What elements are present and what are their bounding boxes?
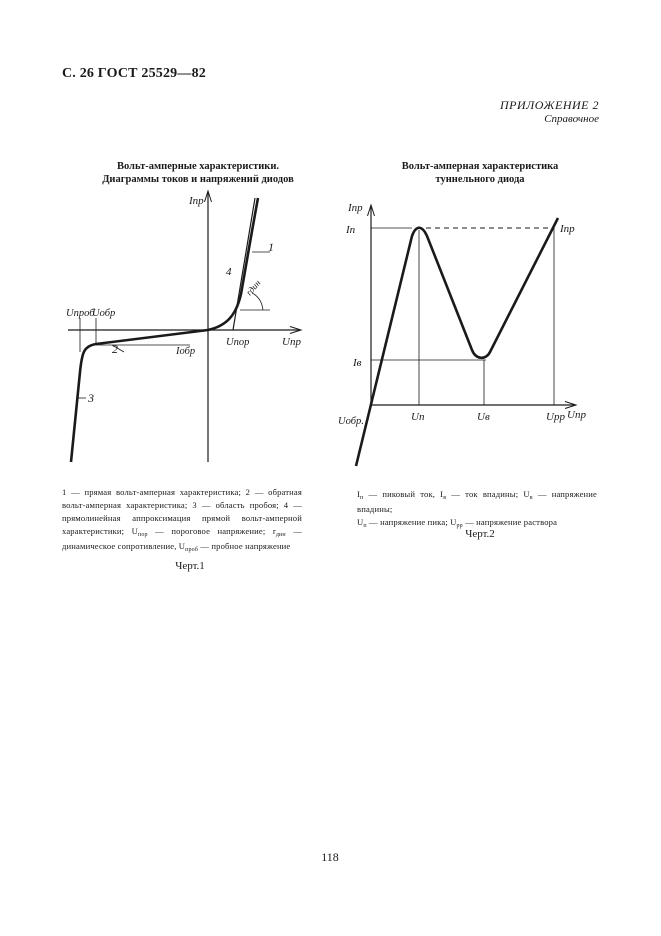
fig2-label-upr: Uпр — [567, 409, 586, 421]
fig2-caption-text-5: U — [357, 517, 364, 527]
fig2-label-ipr-end: Iпр — [560, 223, 575, 235]
fig1-label-uobr: Uобр — [92, 308, 116, 319]
fig1-caption-text-2: — пороговое напряжение; r — [147, 526, 276, 536]
fig1-caption-text-3: — динамическое сопротивление, U — [62, 526, 303, 551]
fig2-label-ipr-axis: Iпр — [348, 202, 363, 214]
fig1-caption-sub-2: дин — [275, 532, 286, 538]
fig2-caption-text-7: — напряжение раствора — [462, 517, 558, 527]
fig2-caption-sub-6: рр — [456, 523, 463, 529]
figure2-title-line1: Вольт-амперная характеристика — [401, 161, 559, 172]
figure1-label: Черт.1 — [175, 560, 205, 572]
fig1-label-3: 3 — [88, 391, 94, 405]
fig2-label-up: Uп — [411, 411, 425, 423]
fig1-label-4: 4 — [226, 266, 232, 278]
fig2-caption-text-2: — пиковый ток, I — [363, 489, 444, 499]
figure1-caption — [62, 486, 302, 555]
fig2-label-urr: Uрр — [546, 411, 565, 423]
fig1-label-rdin: rдин — [243, 277, 263, 298]
fig1-label-1: 1 — [268, 240, 274, 254]
figure1-title-line2: Диаграммы токов и напряжений диодов — [102, 174, 294, 185]
page-number: 118 — [321, 850, 339, 864]
fig2-label-uobr: Uобр. — [338, 416, 364, 427]
appendix-note: Справочное — [544, 113, 599, 125]
fig2-caption-sub-2: в — [443, 495, 447, 501]
fig2-label-iv: Iв — [353, 357, 362, 369]
fig2-caption-text-3: — ток впадины; U — [446, 489, 530, 499]
fig2-iv-curve — [356, 218, 558, 466]
figure2-title-line2: туннельного диода — [435, 174, 525, 185]
fig2-caption-text-4: — напряжение впадины; — [357, 489, 597, 514]
fig1-label-ipr: Iпр — [189, 195, 204, 207]
fig1-label-upr: Uпр — [282, 336, 301, 348]
fig1-caption-text-4: — пробное напряжение — [198, 541, 291, 551]
fig1-caption-text-1: 1 — прямая вольт-амперная характеристика; 2 — обратная вольт-амперная характеристика; 3 — область пробоя; 4 — прямолинейная аппроксимация прямой вольт-амперной характеристики; U — [62, 487, 302, 536]
fig2-label-ip: Iп — [346, 224, 356, 236]
figure1-title-line1: Вольт-амперные характеристики. — [116, 161, 280, 172]
fig1-caption-sub-3: проб — [185, 547, 199, 553]
fig1-label-upor: Uпор — [226, 337, 250, 348]
fig2-caption-sub-3: в — [529, 495, 533, 501]
fig1-caption-sub-1: пор — [138, 532, 148, 538]
fig2-caption-text-6: — напряжение пика; U — [366, 517, 457, 527]
figure2-label: Черт.2 — [465, 528, 495, 540]
fig2-caption-sub-1: п — [360, 495, 364, 501]
figure2-caption — [357, 488, 597, 531]
fig1-label-uprob: Uпроб — [66, 308, 95, 319]
fig2-caption-text-1: I — [357, 489, 361, 499]
fig2-caption-sub-5: п — [363, 523, 367, 529]
page-header: С. 26 ГОСТ 25529—82 — [62, 66, 206, 81]
fig1-label-iobr: Iобр — [176, 346, 196, 357]
appendix-label: ПРИЛОЖЕНИЕ 2 — [500, 98, 599, 112]
fig1-label-2: 2 — [112, 342, 118, 356]
fig2-label-uv: Uв — [477, 411, 490, 423]
